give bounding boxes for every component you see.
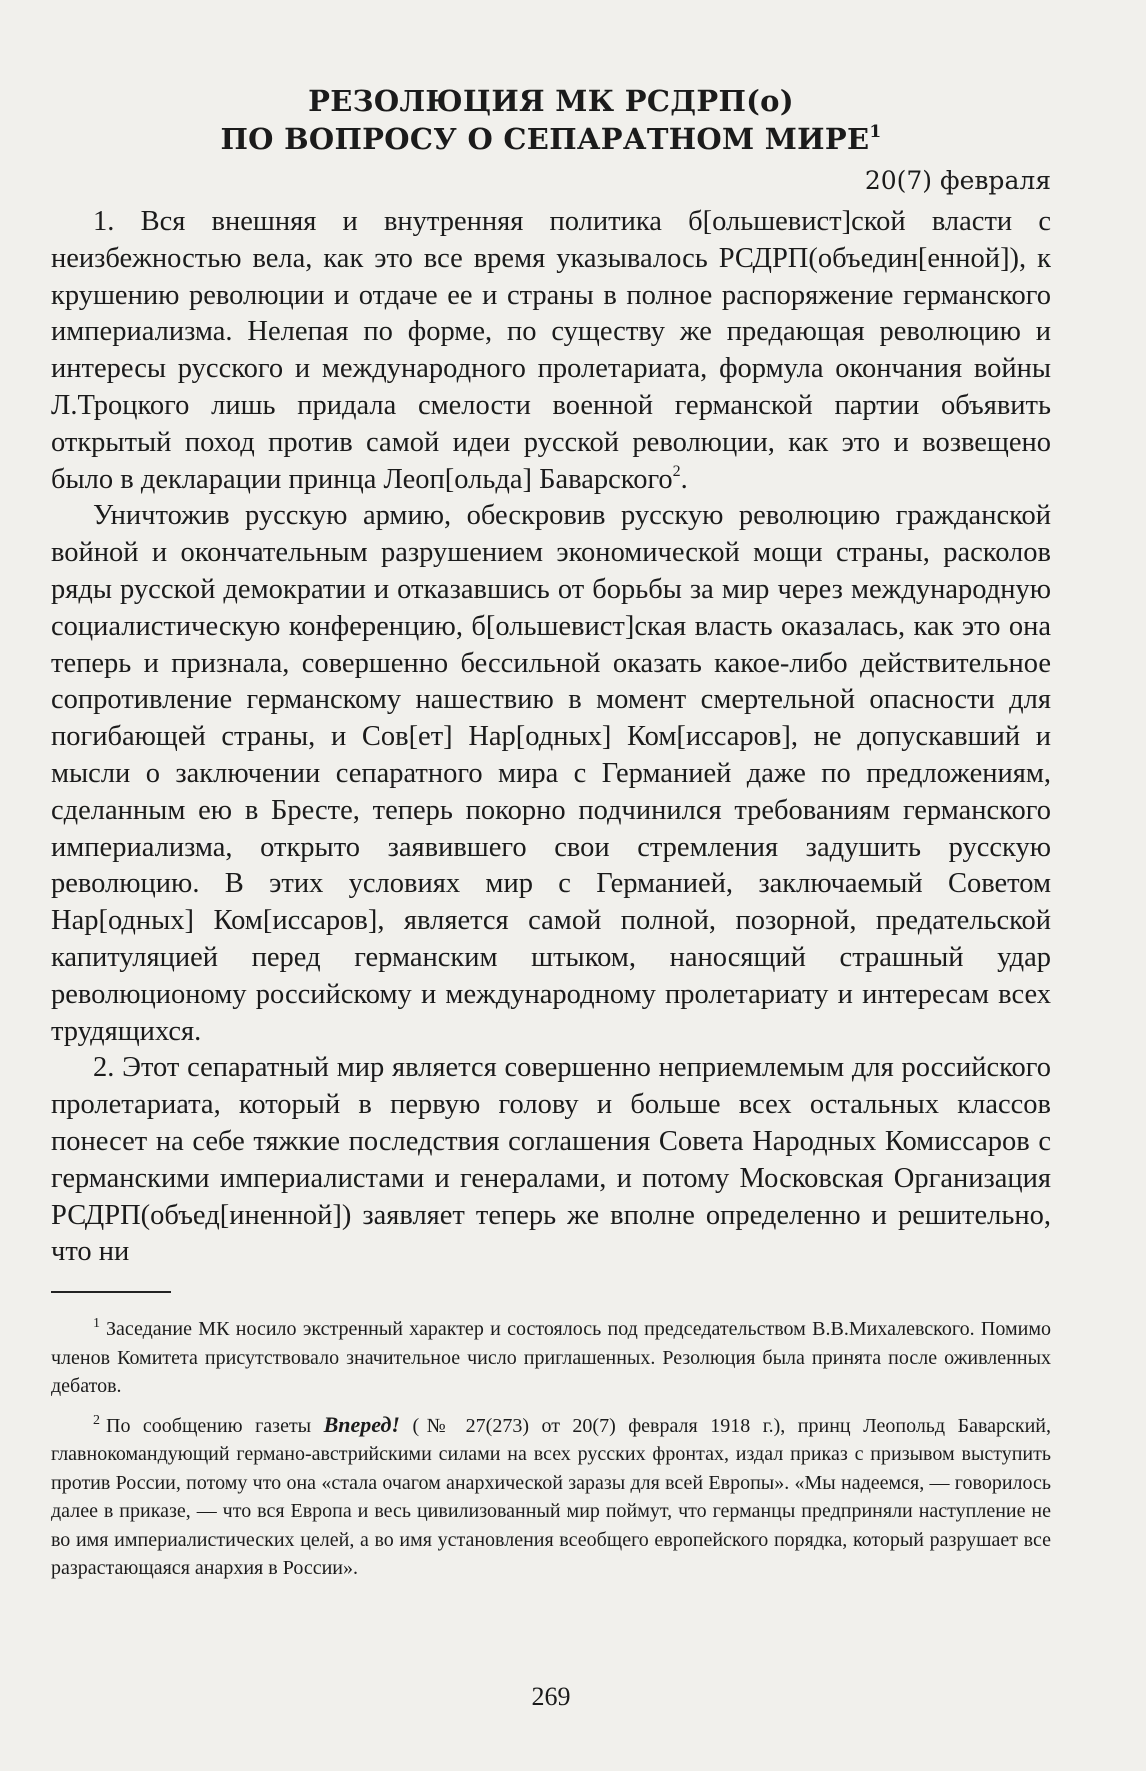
footnote-divider	[51, 1291, 171, 1293]
body-text	[51, 204, 1051, 1271]
footnote-1-marker: 1	[93, 1316, 100, 1332]
paragraph-1-end: .	[680, 463, 688, 495]
footnote-2-text-start: По сообщению газеты	[106, 1414, 324, 1437]
paragraph-1	[51, 204, 1051, 498]
footnote-ref-2[interactable]: 2	[672, 462, 681, 480]
paragraph-2: Уничтожив русскую армию, обескровив русскую революцию гражданской войной и окончательным разрушением экономической мощи страны, расколов ряды русской демократии и отказавшись от борьбы за мир через международную социалистическую конференцию, б[ольшевист]ская власть оказалась, как это она теперь и признала, совершенно бессильной оказать какое-либо действительное сопротивление германскому нашествию в момент смертельной опасности для погибающей страны, и Сов[ет] Нар[одных] Ком[иссаров], не допускавший и мысли о заключении сепаратного мира с Германией даже по предложениям, сделанным ею в Бресте, теперь покорно подчинился требованиям германского империализма, открыто заявившего свои стремления задушить русскую революцию. В этих условиях мир с Германией, заключаемый Советом Нар[одных] Ком[иссаров], является самой полной, позорной, предательской капитуляцией перед германским штыком, наносящий страшный удар революционому российскому и международному пролетариату и интересам всех трудящихся.	[51, 500, 1051, 1047]
document-page	[51, 72, 1051, 1752]
title-line-2-text: ПО ВОПРОСУ О СЕПАРАТНОМ МИРЕ	[220, 122, 870, 156]
document-title	[51, 72, 1051, 158]
footnote-2-text-rest: (№ 27(273) от 20(7) февраля 1918 г.), принц Леопольд Баварский, главнокомандующий германо-австрийскими силами на всех русских фронтах, издал приказ с призывом выступить против России, потому что она «стала очагом анархической заразы для всей Европы». «Мы надеемся, — говорилось далее в приказе, — что вся Европа и весь цивилизованный мир поймут, что германцы предприняли наступление не во имя империалистических целей, а во имя установления всеобщего европейского порядка, который разрушает все разрастающаяся анархия в России».	[51, 1414, 1052, 1580]
title-line-1: РЕЗОЛЮЦИЯ МК РСДРП(о)	[308, 84, 794, 118]
footnote-2-marker: 2	[93, 1412, 100, 1428]
newspaper-name: Вперед!	[323, 1411, 400, 1437]
page-number: 269	[531, 1682, 571, 1711]
footnote-1-text: Заседание МК носило экстренный характер и состоялось под председательством В.В.Михалевского. Помимо членов Комитета присутствовало значительное число приглашенных. Резолюция была принята после оживленных дебатов.	[51, 1318, 1051, 1398]
footnotes	[51, 1315, 1051, 1583]
paragraph-3: 2. Этот сепаратный мир является совершенно неприемлемым для российского пролетариата, который в первую голову и больше всех остальных классов понесет на себе тяжкие последствия соглашения Совета Народных Комиссаров с германскими империалистами и генералами, и потому Московская Организация РСДРП(объед[иненной]) заявляет теперь же вполне определенно и решительно, что ни	[51, 1052, 1051, 1268]
footnote-ref-1[interactable]: 1	[869, 122, 882, 142]
footnote-2	[51, 1411, 1051, 1583]
paragraph-1-text: 1. Вся внешняя и внутренняя политика б[ольшевист]ской власти с неизбежностью вела, как это все время указывалось РСДРП(объедин[енной]), к крушению революции и отдаче ее и страны в полное распоряжение германского империализма. Нелепая по форме, по существу же предающая революцию и интересы русского и международного пролетариата, формула окончания войны Л.Троцкого лишь придала смелости военной германской партии объявить открытый поход против самой идеи русской революции, как это и возвещено было в декларации принца Леоп[ольда] Баварского	[51, 206, 1051, 495]
title-line-2	[51, 120, 1051, 158]
footnote-1	[51, 1315, 1051, 1401]
resolution-date: 20(7) февраля	[864, 166, 1051, 195]
